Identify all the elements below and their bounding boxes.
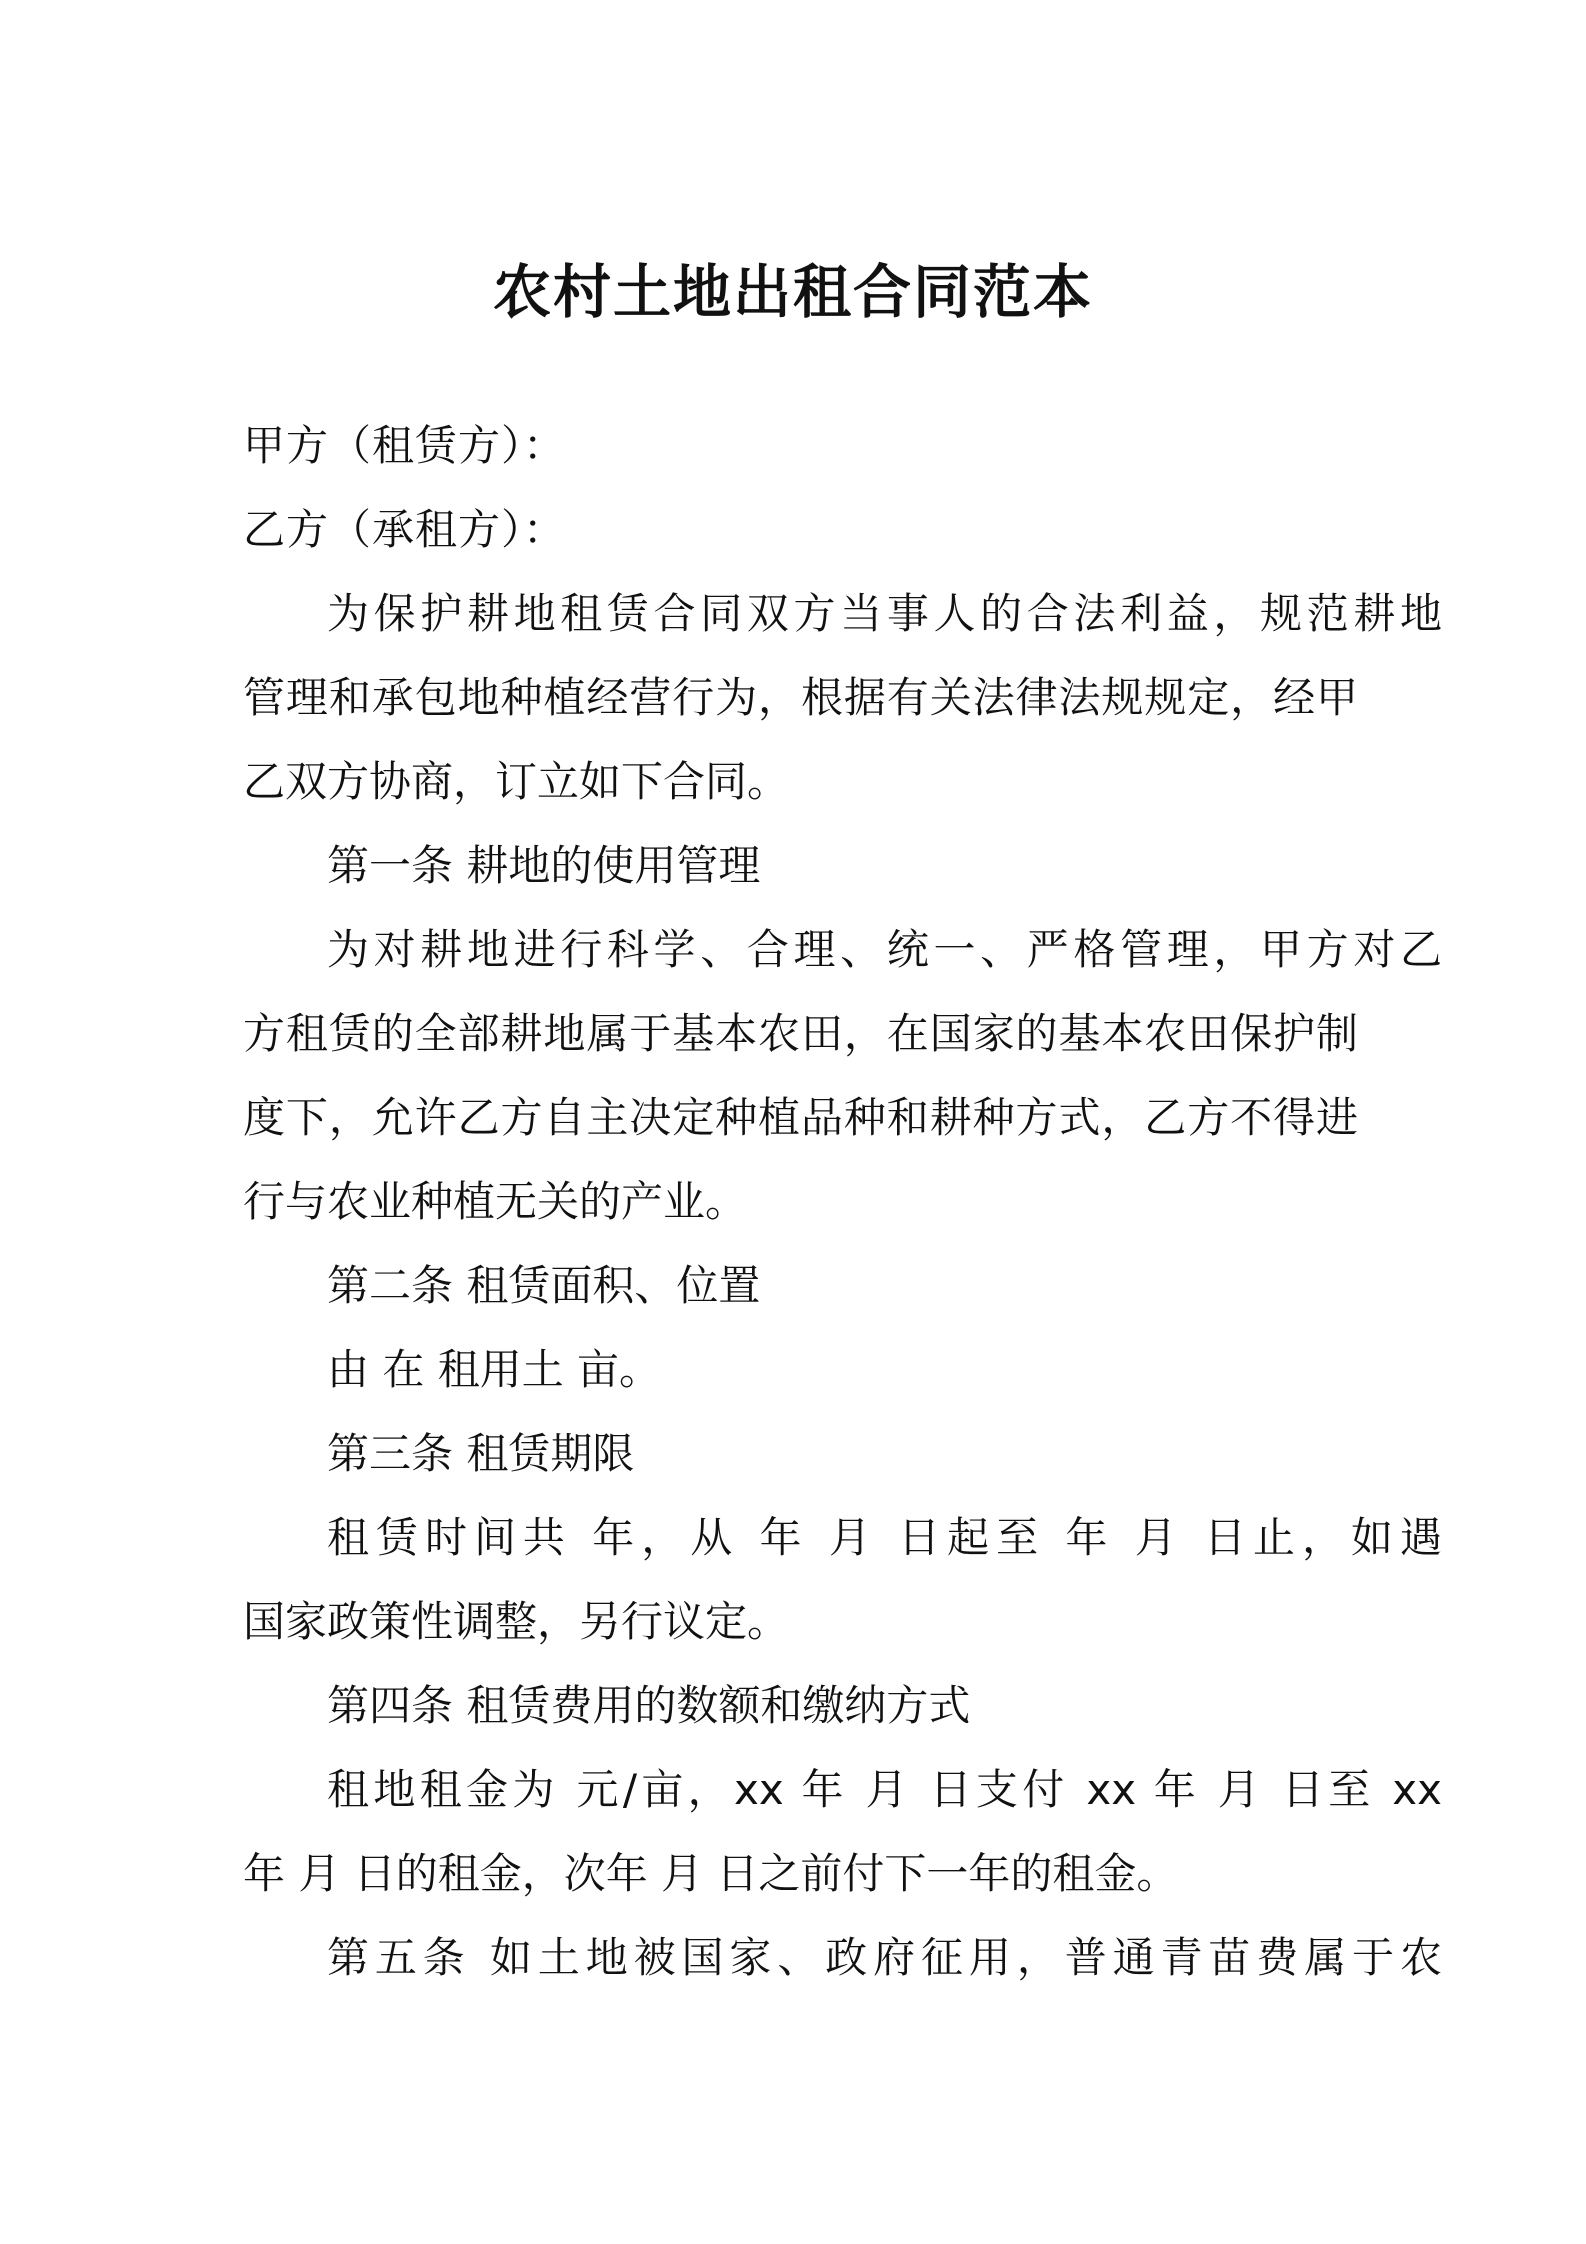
document-body <box>243 404 1442 2000</box>
intro-line: 乙双方协商，订立如下合同。 <box>243 757 790 806</box>
article4-line: 年 月 日的租金，次年 月 日之前付下一年的租金。 <box>243 1849 1179 1898</box>
article1-line: 为对耕地进行科学、合理、统一、严格管理，甲方对乙 <box>327 925 1442 974</box>
article3-line: 国家政策性调整，另行议定。 <box>243 1597 790 1646</box>
article1-line: 行与农业种植无关的产业。 <box>243 1177 748 1226</box>
intro-line: 管理和承包地种植经营行为，根据有关法律法规规定，经甲 <box>243 673 1358 722</box>
article2-line: 由 在 租用土 亩。 <box>327 1345 662 1394</box>
article5-line: 第五条 如土地被国家、政府征用，普通青苗费属于农 <box>327 1933 1442 1982</box>
article1-line: 方租赁的全部耕地属于基本农田，在国家的基本农田保护制 <box>243 1009 1358 1058</box>
party-a-line: 甲方（租赁方）： <box>243 421 567 470</box>
article4-line: 租地租金为 元/亩，xx 年 月 日支付 xx 年 月 日至 xx <box>327 1765 1442 1814</box>
document-title: 农村土地出租合同范本 <box>492 258 1093 326</box>
article3-line: 租赁时间共 年，从 年 月 日起至 年 月 日止，如遇 <box>327 1513 1442 1562</box>
article4-heading: 第四条 租赁费用的数额和缴纳方式 <box>327 1681 971 1730</box>
article3-heading: 第三条 租赁期限 <box>327 1429 635 1478</box>
intro-line: 为保护耕地租赁合同双方当事人的合法利益，规范耕地 <box>327 589 1442 638</box>
article2-heading: 第二条 租赁面积、位置 <box>327 1261 761 1310</box>
party-b-line: 乙方（承租方）： <box>243 505 567 554</box>
article1-heading: 第一条 耕地的使用管理 <box>327 841 761 890</box>
article1-line: 度下，允许乙方自主决定种植品种和耕种方式，乙方不得进 <box>243 1093 1358 1142</box>
